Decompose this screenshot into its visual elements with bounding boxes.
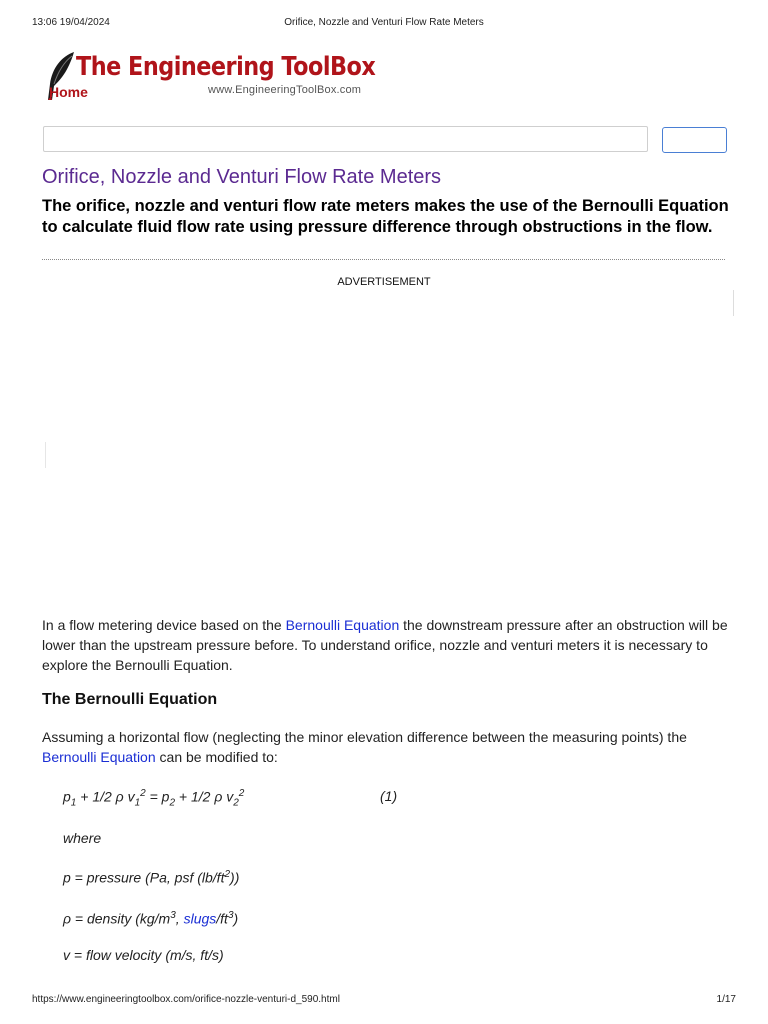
site-logo[interactable] [44, 50, 374, 104]
intro-paragraph [42, 615, 732, 675]
page-title: Orifice, Nozzle and Venturi Flow Rate Meters [42, 166, 442, 188]
search-button[interactable] [662, 127, 727, 153]
search-input[interactable] [43, 126, 648, 152]
slugs-link[interactable]: slugs [183, 910, 217, 927]
velocity-definition: v = flow velocity (m/s, ft/s) [63, 947, 224, 963]
home-link[interactable]: Home [49, 84, 88, 100]
bernoulli-formula: $p_1 + 1/2$ ρ $v_1^2 = p_2 + 1/2$ ρ $v_2^2$ [63, 788, 245, 809]
assume-text-before: Assuming a horizontal flow (neglecting the minor elevation difference between the measuring points) the [42, 729, 687, 745]
advertisement-label: ADVERTISEMENT [337, 276, 431, 288]
assumption-paragraph [42, 727, 732, 767]
ad-frame-edge [733, 290, 734, 316]
section-heading: The Bernoulli Equation [42, 691, 218, 708]
site-url: www.EngineeringToolBox.com [208, 84, 362, 96]
bernoulli-equation-link[interactable]: Bernoulli Equation [42, 749, 156, 765]
lead-paragraph: The orifice, nozzle and venturi flow rate meters makes the use of the Bernoulli Equation to calculate fluid flow rate using pressure difference through obstructions in the flow. [42, 197, 729, 236]
bernoulli-equation-link[interactable]: Bernoulli Equation [285, 617, 400, 633]
pressure-text: p = pressure (Pa, psf (lb/ft [63, 869, 225, 886]
density-text: ρ = density (kg/m [63, 910, 171, 927]
print-url: https://www.engineeringtoolbox.com/orifice-nozzle-venturi-d_590.html [32, 994, 340, 1005]
pressure-tail: )) [230, 869, 240, 886]
dotted-divider [42, 259, 725, 260]
print-datetime: 13:06 19/04/2024 [32, 17, 110, 28]
assume-text-after: can be modified to: [155, 749, 278, 765]
intro-text-before: In a flow metering device based on the [42, 617, 286, 633]
ad-frame-edge [45, 442, 46, 468]
print-page-number: 1/17 [716, 994, 736, 1005]
where-label: where [63, 830, 102, 846]
equation-number: (1) [380, 788, 398, 804]
brand-name: The Engineering ToolBox [76, 52, 376, 82]
print-page-title: Orifice, Nozzle and Venturi Flow Rate Meters [284, 17, 484, 28]
density-definition: ρ = density ($kg/m^3$, slugs/$ft^3$) [63, 910, 239, 927]
pressure-definition: p = pressure (Pa, psf $(lb/ft^2)$) [63, 869, 240, 886]
density-tail: /ft [216, 910, 228, 927]
intro-text-after: the downstream pressure after an obstruction will be lower than the upstream pressure before. To understand orifice, nozzle and venturi meters it is necessary to explore the Bernoulli Equation. [42, 617, 728, 673]
